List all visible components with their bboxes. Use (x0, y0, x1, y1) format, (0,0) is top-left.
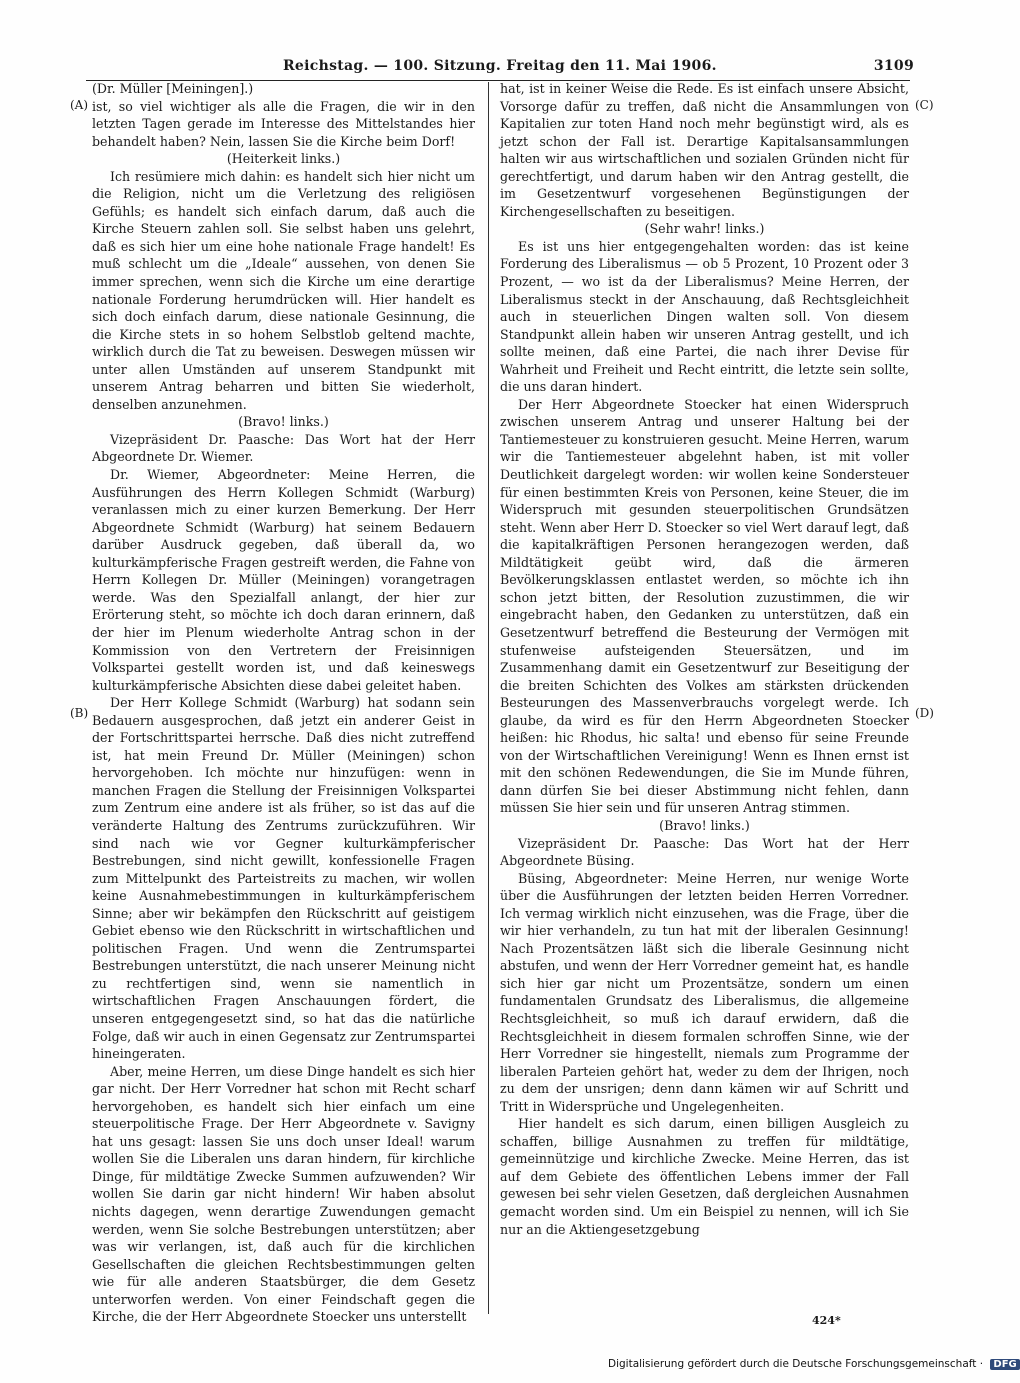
paragraph: Aber, meine Herren, um diese Dinge handelt es sich hier gar nicht. Der Herr Vorredner hat schon mit Recht scharf hervorgehoben, es handelt sich hier einfach um eine steuerpolitische Frage. Der Herr Abgeordnete v. Savigny hat uns gesagt: lassen Sie uns doch unser Ideal! warum wollen Sie die Liberalen uns daran hindern, für kirchliche Dinge, für mildtätige Zwecke Summen aufzuwenden? Wir wollen Sie darin gar nicht hindern! Wir haben absolut nichts dagegen, wenn derartige Zuwendungen gemacht werden, wenn Sie solche Bestrebungen unterstützen; aber was wir verlangen, ist, daß auch für die kirchlichen Gesellschaften die gleichen Rechtsbestimmungen gelten wie für alle anderen Staatsbürger, die dem Gesetz unterworfen werden. Von einer Feindschaft gegen die Kirche, die der Herr Abgeordnete Stoecker uns unterstellt (92, 1063, 475, 1325)
paragraph: Hier handelt es sich darum, einen billigen Ausgleich zu schaffen, billige Ausnahmen zu treffen für mildtätige, gemeinnützige und kirchliche Zwecke. Meine Herren, das ist auf dem Gebiete des öffentlichen Lebens immer der Fall gewesen bei sehr vielen Gesetzen, daß dergleichen Ausnahmen gemacht worden sind. Um ein Beispiel zu nennen, will ich Sie nur an die Aktiengesetzgebung (500, 1116, 909, 1237)
paragraph: ist, so viel wichtiger als alle die Fragen, die wir in den letzten Tagen gerade im Interesse des Mittelstandes hier behandelt haben? Nein, lassen Sie die Kirche beim Dorf! (92, 98, 475, 149)
paragraph: Es ist uns hier entgegengehalten worden: das ist keine Forderung des Liberalismus — ob 5 Prozent, 10 Prozent oder 3 Prozent, — wo ist da der Liberalismus? Meine Herren, der Liberalismus steckt in der Anschauung, daß Rechtsgleichheit auch in steuerlichen Dingen walten soll. Von diesem Standpunkt allein haben wir unseren Antrag gestellt, und ich sollte meinen, daß eine Partei, die nach ihrer Devise für Wahrheit und Freiheit und Recht eintritt, die letzte sein sollte, die uns daran hindert. (500, 238, 909, 395)
dfg-logo-icon: DFG (990, 1359, 1019, 1370)
right-column (500, 80, 909, 1238)
page-number: 3109 (873, 58, 914, 74)
footer-text: Digitalisierung gefördert durch die Deutsche Forschungsgemeinschaft · (608, 1358, 984, 1370)
interjection: (Bravo! links.) (238, 414, 329, 430)
margin-marker-a: (A) (70, 98, 89, 112)
speech-paragraph: Dr. Wiemer, Abgeordneter: Meine Herren, die Ausführungen des Herrn Kollegen Schmidt (Warburg) veranlassen mich zu einer kurzen Bemerkung. Der Herr Abgeordnete Schmidt (Warburg) hat seinem Bedauern darüber Ausdruck gegeben, daß überall da, wo kulturkämpferische Fragen gestreift werden, die Fahne von Herrn Kollegen Dr. Müller (Meiningen) vorangetragen werde. Was den Spezialfall anlangt, der hier zur Erörterung steht, so möchte ich doch daran erinnern, daß der hier im Plenum wiederholte Antrag schon in der Kommission von den Vertretern der Freisinnigen Volkspartei gestellt worden ist, und daß keineswegs kulturkämpferische Absichten diese dabei geleitet haben. (92, 467, 475, 693)
sheet-signature: 424* (812, 1314, 841, 1327)
paragraph: Ich resümiere mich dahin: es handelt sich hier nicht um die Religion, nicht um die Verletzung des religiösen Gefühls; es handelt sich einfach darum, daß auch die Kirche Steuern zahlen soll. Sie selbst haben uns gelehrt, daß es sich hier um eine hohe nationale Frage handelt! Es muß schlecht um die „Ideale“ aussehen, von denen Sie immer sprechen, wenn sich die Kirche um eine derartige nationale Forderung herumdrücken will. Hier handelt es sich doch einfach darum, diese nationale Gesinnung, die die Kirche stets in so hohem Selbstlob geltend machte, wirklich durch die Tat zu beweisen. Deswegen müssen wir unter allen Umständen auf unserem Standpunkt mit unserem Antrag beharren und bitten Sie wiederholt, denselben anzunehmen. (92, 168, 475, 412)
interjection: (Heiterkeit links.) (226, 151, 341, 167)
presiding-remark: Vizepräsident Dr. Paasche: Das Wort hat der Herr Abgeordnete Dr. Wiemer. (92, 431, 475, 465)
interjection: (Bravo! links.) (659, 817, 750, 833)
column-divider (488, 82, 489, 1314)
paragraph: Der Herr Abgeordnete Stoecker hat einen Widerspruch zwischen unserem Antrag und unserer Haltung bei der Tantiemesteuer zu konstruieren gesucht. Meine Herren, warum wir die Tantiemesteuer abgelehnt haben, ist mit voller Deutlichkeit dargelegt worden: wir wollen keine Sondersteuer für einen bestimmten Kreis von Personen, keine Steuer, die im Widerspruch mit gesunden steuerpolitischen Grundsätzen steht. Wenn aber Herr D. Stoecker so viel Wert darauf legt, daß die kapitalkräftigen Personen herangezogen werden, daß Mildtätigkeit geübt wird, daß die ärmeren Bevölkerungsklassen entlastet werden, so möchte ich ihn schon jetzt bitten, der Resolution zuzustimmen, die wir eingebracht haben, den Gedanken zu unterstützen, daß ein Gesetzentwurf betreffend die Besteurung der Vermögen mit stufenweise aufsteigenden Steuersätzen, und im Zusammenhang damit ein Gesetzentwurf zur Beseitigung der die breiten Schichten des Volkes am stärksten drückenden Besteurungen des Massenverbrauchs vorgelegt werde. Ich glaube, da wird es für den Herrn Abgeordneten Stoecker heißen: hic Rhodus, hic salta! und ebenso für seine Freunde von der Wirtschaftlichen Vereinigung! Wenn es Ihnen ernst ist mit den schönen Redewendungen, die Sie im Munde führen, dann dürfen Sie bei dieser Abstimmung nicht fehlen, dann müssen Sie hier sein und für unseren Antrag stimmen. (500, 396, 910, 816)
speaker-continuation: (Dr. Müller [Meiningen].) (92, 81, 254, 96)
digitization-footer (608, 1358, 1020, 1370)
interjection: (Sehr wahr! links.) (644, 221, 765, 237)
header-title: Reichstag. — 100. Sitzung. Freitag den 11. Mai 1906. (283, 58, 717, 74)
margin-marker-c: (C) (915, 98, 934, 112)
speech-paragraph: Büsing, Abgeordneter: Meine Herren, nur wenige Worte über die Ausführungen der letzten beiden Herren Vorredner. Ich vermag wirklich nicht einzusehen, was die Frage, über die wir hier verhandeln, zu tun hat mit der liberalen Gesinnung! Nach Prozentsätzen läßt sich die liberale Gesinnung nicht abstufen, und wenn der Herr Vorredner gemeint hat, es handle sich hier gar nicht um Prozentsätze, sondern um einen fundamentalen Grundsatz des Liberalismus, die allgemeine Rechtsgleichheit, so muß ich darauf erwidern, daß die Rechtsgleichheit in diesem formalen schroffen Sinne, wie der Herr Vorredner sie hingestellt, niemals zum Programme der liberalen Parteien gehört hat, weder zu dem der Ihrigen, noch zu dem der unsrigen; denn dann kämen wir auf Schritt und Tritt in Widersprüche und Ungelegenheiten. (500, 870, 909, 1114)
left-column (92, 80, 475, 1326)
paragraph: hat, ist in keiner Weise die Rede. Es ist einfach unsere Absicht, Vorsorge dafür zu treffen, daß nicht die Ansammlungen von Kapitalien zur toten Hand noch mehr begünstigt wird, als es jetzt schon der Fall ist. Derartige Kapitalsansammlungen halten wir aus wirtschaftlichen und sozialen Gründen nicht für gerechtfertigt, und darum haben wir den Antrag gestellt, die im Gesetzentwurf vorgesehenen Begünstigungen der Kirchengesellschaften zu beseitigen. (500, 81, 909, 219)
margin-marker-d: (D) (915, 706, 934, 720)
margin-marker-b: (B) (70, 706, 89, 720)
presiding-remark: Vizepräsident Dr. Paasche: Das Wort hat der Herr Abgeordnete Büsing. (500, 835, 909, 869)
running-header (68, 58, 914, 80)
paragraph: Der Herr Kollege Schmidt (Warburg) hat sodann sein Bedauern ausgesprochen, daß jetzt ein anderer Geist in der Fortschrittspartei herrsche. Daß dies nicht zutreffend ist, hat mein Freund Dr. Müller (Meiningen) schon hervorgehoben. Ich möchte nur hinzufügen: wenn in manchen Fragen die Stellung der Freisinnigen Volkspartei zum Zentrum eine andere ist als früher, so ist das auf die veränderte Haltung des Zentrums zurückzuführen. Wir sind nach wie vor Gegner kulturkämpferischer Bestrebungen, sind nicht gewillt, konfessionelle Fragen zum Mittelpunkt des Parteistreits zu machen, wir wollen keine Ausnahmebestimmungen in kulturkämpferischem Sinne; aber wir bekämpfen den Rückschritt auf geistigem Gebiet ebenso wie den Rückschritt in wirtschaftlichen und politischen Fragen. Und wenn die Zentrumspartei Bestrebungen unterstützt, die nach unserer Meinung nicht zu rechtfertigen sind, wenn sie namentlich in wirtschaftlichen Fragen Anschauungen fördert, die unseren entgegengesetzt sind, so hat das die natürliche Folge, daß wir auch in einen Gegensatz zur Zentrumspartei hineingeraten. (92, 695, 475, 1062)
